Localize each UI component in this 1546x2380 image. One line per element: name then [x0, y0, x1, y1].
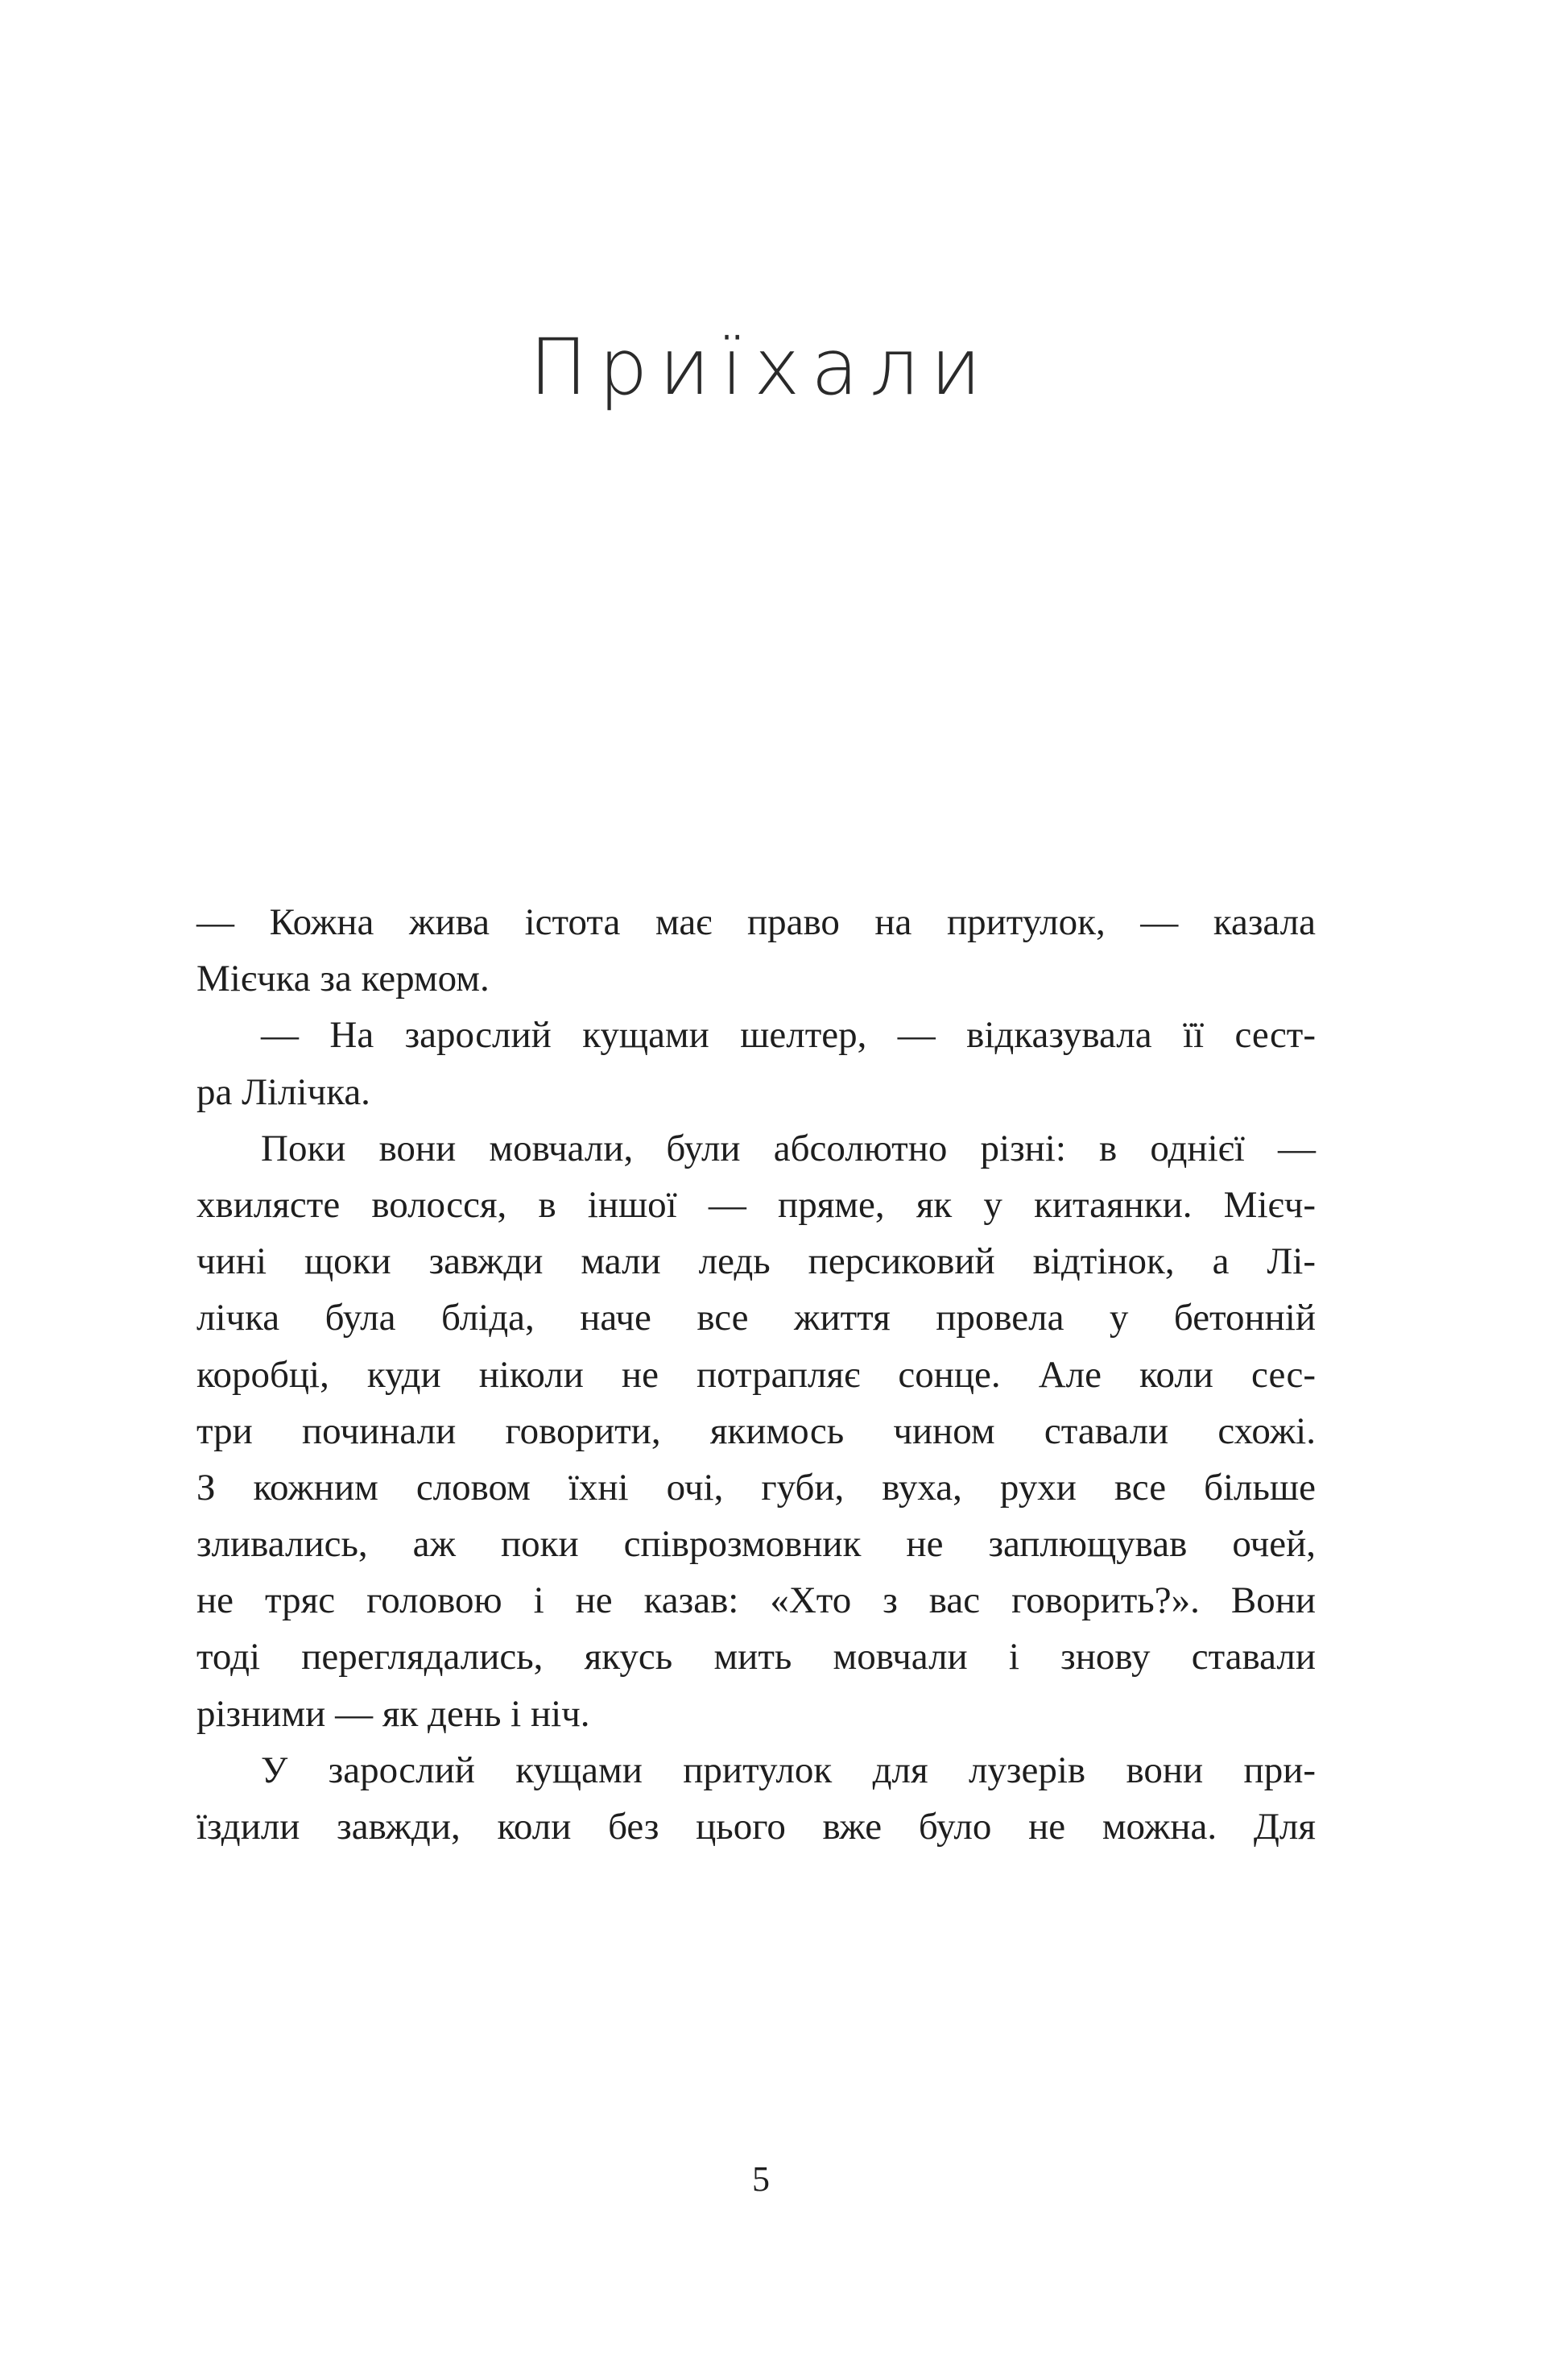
text-line: не тряс головою і не казав: «Хто з вас говорить?». Вони — [196, 1579, 1316, 1622]
text-line: різними — як день і ніч. — [196, 1692, 590, 1735]
text-line: У зарослий кущами притулок для лузерів вони при- — [261, 1749, 1316, 1791]
text-line: лічка була бліда, наче все життя провела у бетонній — [196, 1297, 1316, 1339]
text-line: зливались, аж поки співрозмовник не заплющував очей, — [196, 1523, 1316, 1566]
text-line: — На зарослий кущами шелтер, — відказувала її сест- — [261, 1014, 1316, 1057]
text-line: їздили завжди, коли без цього вже було не можна. Для — [196, 1806, 1316, 1848]
text-line: коробці, куди ніколи не потрапляє сонце. Але коли сес- — [196, 1353, 1316, 1396]
text-line: чині щоки завжди мали ледь персиковий відтінок, а Лі- — [196, 1240, 1316, 1283]
text-line: тоді переглядались, якусь мить мовчали і знову ставали — [196, 1636, 1316, 1678]
page-number: 5 — [752, 2159, 770, 2199]
chapter-title: Приїхали — [529, 322, 993, 412]
text-line: — Кожна жива істота має право на притулок, — казала — [196, 901, 1316, 943]
text-line: Поки вони мовчали, були абсолютно різні: в однієї — — [261, 1127, 1316, 1169]
text-line: три починали говорити, якимось чином ставали схожі. — [196, 1409, 1316, 1452]
text-line: ра Лілічка. — [196, 1070, 370, 1113]
text-line: хвилясте волосся, в іншої — пряме, як у китаянки. Мієч- — [196, 1183, 1316, 1226]
text-line: З кожним словом їхні очі, губи, вуха, рухи все більше — [196, 1466, 1316, 1509]
body-text — [196, 894, 1316, 1855]
text-line: Мієчка за кермом. — [196, 958, 490, 1000]
